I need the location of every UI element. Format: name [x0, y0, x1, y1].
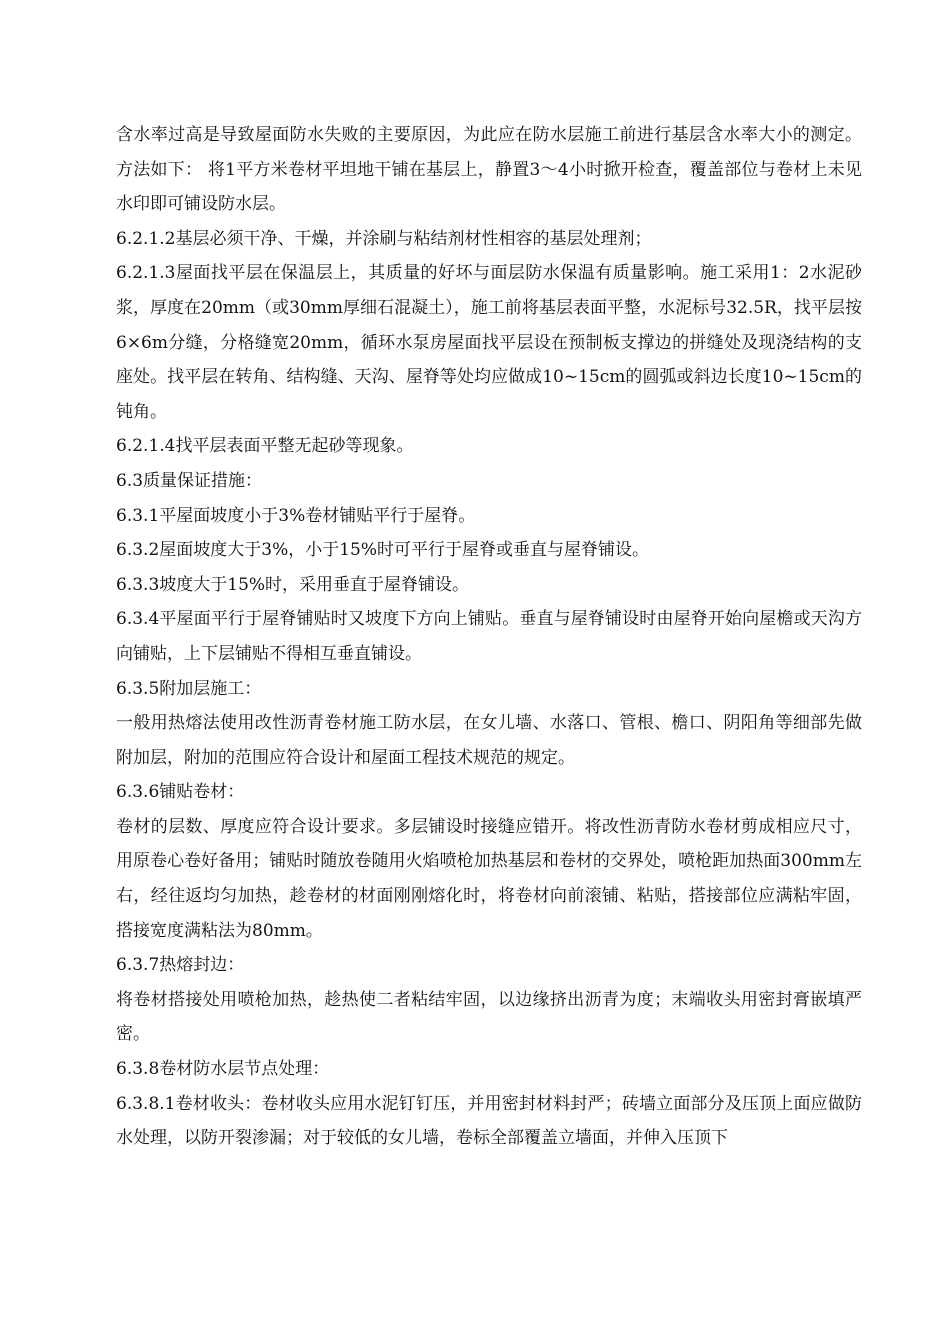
paragraph-6-3-2: 6.3.2屋面坡度大于3%，小于15%时可平行于屋脊或垂直与屋脊铺设。: [116, 540, 650, 561]
heading-6-3-7: 6.3.7热熔封边：: [116, 955, 245, 976]
paragraph-moisture-test: 含水率过高是导致屋面防水失败的主要原因，为此应在防水层施工前进行基层含水率大小的测定。方法如下： 将1平方米卷材平坦地干铺在基层上，静置3～4小时掀开检查，覆盖部位与卷材上未见水印即可铺设防水层。: [116, 125, 862, 215]
paragraph-6-3-3: 6.3.3坡度大于15%时，采用垂直于屋脊铺设。: [116, 574, 470, 595]
paragraph-6-2-1-3: 6.2.1.3屋面找平层在保温层上，其质量的好坏与面层防水保温有质量影响。施工采用1：2水泥砂浆，厚度在20mm（或30mm厚细石混凝土），施工前将基层表面平整，水泥标号32.5R，找平层按6×6m分缝，分格缝宽20mm，循环水泵房屋面找平层设在预制板支撑边的拼缝处及现浇结构的支座处。找平层在转角、结构缝、天沟、屋脊等处均应做成10~15cm的圆弧或斜边长度10~15cm的钝角。: [116, 263, 862, 422]
heading-6-3-8: 6.3.8卷材防水层节点处理：: [116, 1059, 330, 1080]
heading-6-3-6: 6.3.6铺贴卷材：: [116, 782, 245, 803]
paragraph-laying-membrane: 卷材的层数、厚度应符合设计要求。多层铺设时接缝应错开。将改性沥青防水卷材剪成相应尺寸，用原卷心卷好备用；铺贴时随放卷随用火焰喷枪加热基层和卷材的交界处，喷枪距加热面300mm左右，经往返均匀加热，趁卷材的材面刚刚熔化时，将卷材向前滚铺、粘贴，搭接部位应满粘牢固，搭接宽度满粘法为80mm。: [116, 816, 862, 941]
paragraph-6-2-1-4: 6.2.1.4找平层表面平整无起砂等现象。: [116, 436, 414, 457]
paragraph-6-3-1: 6.3.1平屋面坡度小于3%卷材铺贴平行于屋脊。: [116, 505, 476, 526]
heading-6-3: 6.3质量保证措施：: [116, 470, 263, 491]
heading-6-3-5: 6.3.5附加层施工：: [116, 678, 262, 699]
paragraph-6-3-8-1: 6.3.8.1卷材收头：卷材收头应用水泥钉钉压，并用密封材料封严；砖墙立面部分及压顶上面应做防水处理，以防开裂渗漏；对于较低的女儿墙，卷标全部覆盖立墙面，并伸入压顶下: [116, 1093, 862, 1149]
paragraph-6-3-4: 6.3.4平屋面平行于屋脊铺贴时又坡度下方向上铺贴。垂直与屋脊铺设时由屋脊开始向屋檐或天沟方向铺贴，上下层铺贴不得相互垂直铺设。: [116, 609, 862, 664]
document-body: [116, 118, 862, 1156]
paragraph-additional-layer: 一般用热熔法使用改性沥青卷材施工防水层，在女儿墙、水落口、管根、檐口、阴阳角等细部先做附加层，附加的范围应符合设计和屋面工程技术规范的规定。: [116, 713, 862, 768]
paragraph-hot-melt-edge: 将卷材搭接处用喷枪加热，趁热使二者粘结牢固，以边缘挤出沥青为度；末端收头用密封膏嵌填严密。: [116, 989, 862, 1045]
paragraph-6-2-1-2: 6.2.1.2基层必须干净、干燥，并涂刷与粘结剂材性相容的基层处理剂；: [116, 228, 652, 249]
